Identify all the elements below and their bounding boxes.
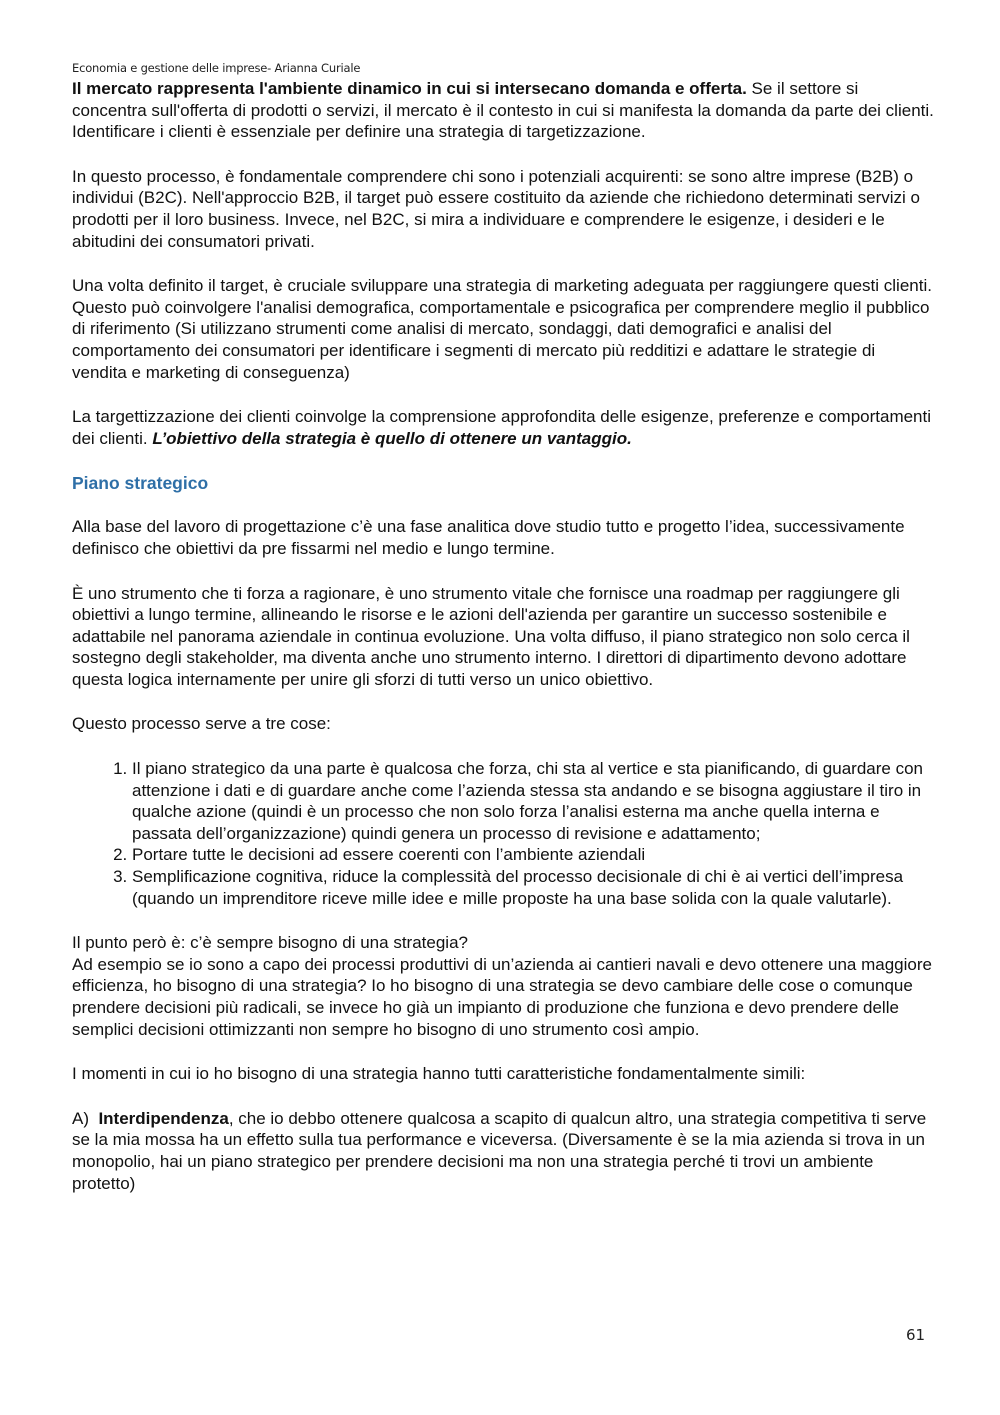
paragraph-marketing-strategy: Una volta definito il target, è cruciale sviluppare una strategia di marketing adeguata per raggiungere questi clienti. Questo può coinvolgere l'analisi demografica, comportamentale e psicografica per comprendere meglio il pubblico di riferimento (Si utilizzano strumenti come analisi di mercato, sondaggi, dati demografici e analisi del comportamento dei consumatori per identificare i segmenti di mercato più redditizi e adattare le strategie di vendita e marketing di conseguenza) [72, 276, 932, 382]
paragraph-interdependence [72, 1108, 934, 1194]
paragraph-moments: I momenti in cui io ho bisogno di una strategia hanno tutti caratteristiche fondamentalmente simili: [72, 1064, 806, 1084]
item-letter: A) [72, 1108, 99, 1128]
paragraph-targeting-emphasis: L’obiettivo della strategia è quello di ottenere un vantaggio. [152, 428, 632, 448]
list-item: 1. Il piano strategico da una parte è qualcosa che forza, chi sta al vertice e sta pianificando, di guardare con attenzione i dati e di guardare anche come l’azienda stessa sta andando e se bisogna aggiustare il tiro in qualche azione (quindi è un processo che non solo forza l’analisi esterna ma anche quella interna e passata dell’organizzazione) quindi genera un processo di revisione e adattamento; [132, 758, 934, 844]
paragraph-market-bold: Il mercato rappresenta l'ambiente dinamico in cui si intersecano domanda e offerta. [72, 79, 747, 98]
paragraph-design-phase: Alla base del lavoro di progettazione c’è una fase analitica dove studio tutto e progetto l’idea, successivamente definisco che obiettivi da pre fissarmi nel medio e lungo termine. [72, 517, 905, 558]
paragraph-question: Il punto però è: c’è sempre bisogno di una strategia? [72, 933, 468, 953]
paragraph-process-intro: Questo processo serve a tre cose: [72, 714, 331, 734]
paragraph-strategic-tool: È uno strumento che ti forza a ragionare, è uno strumento vitale che fornisce una roadmap per raggiungere gli obiettivi a lungo termine, allineando le risorse e le azioni dell'azienda per garantire un successo sostenibile e adattabile nel panorama aziendale in continua evoluzione. Una volta diffuso, il piano strategico non solo cerca il sostegno degli stakeholder, ma diventa anche uno strumento interno. I direttori di dipartimento devono adottare questa logica internamente per unire gli sforzi di tutti verso un unico obiettivo. [72, 583, 910, 689]
paragraph-targeting-text: La targettizzazione dei clienti coinvolge la comprensione approfondita delle esigenze, preferenze e comportamenti dei clienti. [72, 407, 932, 448]
paragraph-b2b-b2c: In questo processo, è fondamentale comprendere chi sono i potenziali acquirenti: se sono altre imprese (B2B) o individui (B2C). Nell'approccio B2B, il target può essere costituito da aziende che richiedono determinati servizi o prodotti per il loro business. Invece, nel B2C, si mira a individuare e comprendere le esigenze, i desideri e le abitudini dei consumatori privati. [72, 166, 921, 251]
interdependence-text: , che io debbo ottenere qualcosa a scapito di qualcun altro, una strategia competitiva ti serve se la mia mossa ha un effetto sulla tua performance e viceversa. (Diversamente è se la mia azienda si trova in un monopolio, hai un piano strategico per prendere decisioni ma non una strategia perché ti trovi un ambiente protetto) [72, 1108, 927, 1193]
paragraph-market-text: Se il settore si concentra sull'offerta di prodotti o servizi, il mercato è il contesto in cui si manifesta la domanda da parte dei clienti. Identificare i clienti è essenziale per definire una strategia di targetizzazione. [72, 79, 934, 142]
interdependence-term: Interdipendenza [98, 1108, 229, 1128]
numbered-list [72, 758, 934, 909]
list-item: 3. Semplificazione cognitiva, riduce la complessità del processo decisionale di chi è ai vertici dell’impresa (quando un imprenditore riceve mille idee e mille proposte ha una base solida con la quale valutarle). [132, 866, 934, 909]
document-page [72, 58, 934, 1217]
paragraph-market [72, 78, 934, 143]
paragraph-targeting [72, 406, 934, 449]
page-number: 61 [906, 1326, 926, 1344]
section-heading: Piano strategico [72, 473, 209, 494]
list-item: 2. Portare tutte le decisioni ad essere coerenti con l’ambiente aziendali [132, 844, 934, 866]
paragraph-example: Ad esempio se io sono a capo dei processi produttivi di un’azienda ai cantieri navali e devo ottenere una maggiore efficienza, ho bisogno di una strategia? Io ho bisogno di una strategia se devo cambiare delle cose o comunque prendere decisioni più radicali, se invece ho già un impianto di produzione che funziona e devo prendere delle semplici decisioni ottimizzanti non sempre ho bisogno di uno strumento così ampio. [72, 954, 932, 1039]
running-header: Economia e gestione delle imprese- Arianna Curiale [72, 61, 361, 75]
